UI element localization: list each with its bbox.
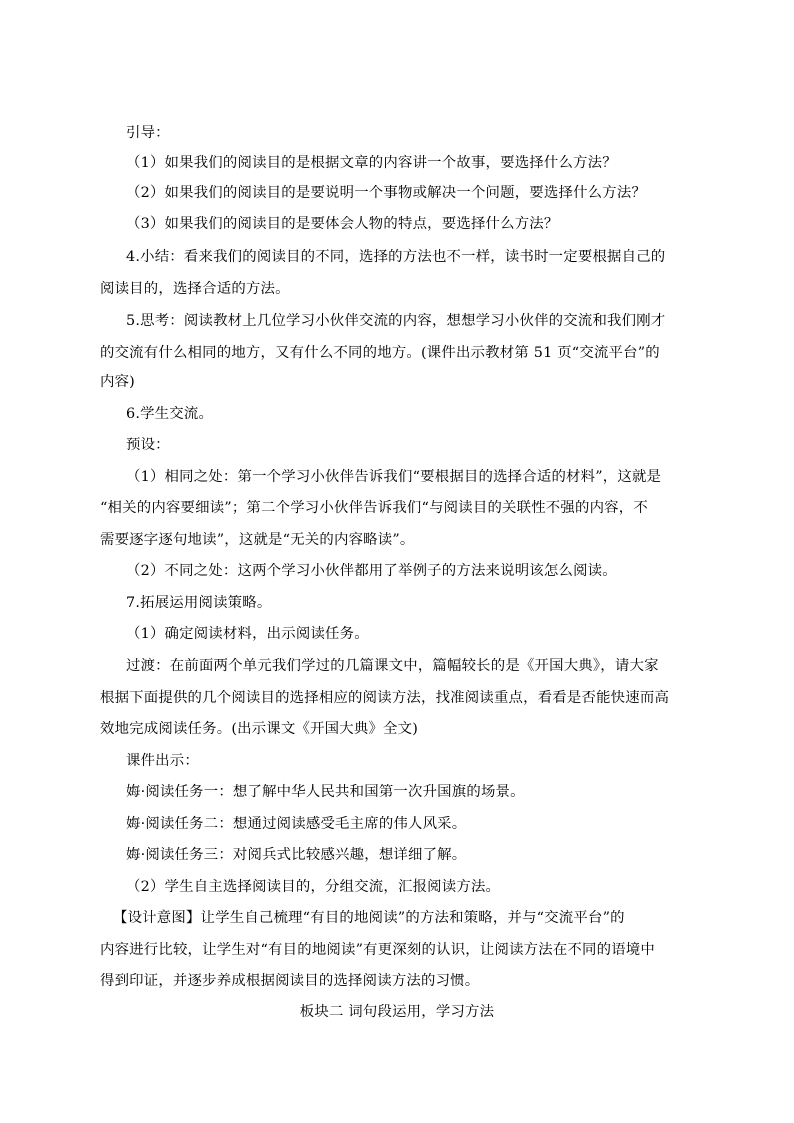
guide-question-3: （3）如果我们的阅读目的是要体会人物的特点，要选择什么方法？ — [126, 216, 559, 232]
similarity-line-3: 需要逐字逐句地读”，这就是“无关的内容略读”。 — [100, 532, 415, 548]
guide-question-1: （1）如果我们的阅读目的是根据文章的内容讲一个故事，要选择什么方法？ — [126, 155, 617, 171]
courseware-label: 课件出示： — [126, 753, 199, 769]
reading-task-2: 娒·阅读任务二：想通过阅读感受毛主席的伟人风采。 — [126, 816, 467, 832]
difference-line: （2）不同之处：这两个学习小伙伴都用了举例子的方法来说明该怎么阅读。 — [126, 563, 617, 579]
similarity-line-1: （1）相同之处：第一个学习小伙伴告诉我们“要根据目的选择合适的材料”，这就是 — [126, 469, 662, 485]
reading-task-3: 娒·阅读任务三：对阅兵式比较感兴趣，想详细了解。 — [126, 847, 467, 863]
similarity-line-2: “相关的内容要细读”；第二个学习小伙伴告诉我们“与阅读目的关联性不强的内容，不 — [100, 500, 648, 516]
transition-line-3: 效地完成阅读任务。(出示课文《开国大典》全文) — [100, 721, 419, 737]
confirm-material: （1）确定阅读材料，出示阅读任务。 — [126, 626, 369, 642]
think-line-2: 的交流有什么相同的地方，又有什么不同的地方。(课件出示教材第 51 页“交流平台”的 — [100, 345, 660, 361]
reading-task-1: 娒·阅读任务一：想了解中华人民共和国第一次升国旗的场景。 — [126, 784, 525, 800]
transition-line-2: 根据下面提供的几个阅读目的选择相应的阅读方法，找准阅读重点，看看是否能快速而高 — [100, 690, 670, 706]
design-intent-line-3: 得到印证，并逐步养成根据阅读目的选择阅读方法的习惯。 — [100, 973, 480, 989]
extend-strategy: 7.拓展运用阅读策略。 — [126, 595, 272, 611]
student-exchange: 6.学生交流。 — [126, 406, 214, 422]
summary-line-2: 阅读目的，选择合适的方法。 — [100, 281, 290, 297]
section-heading: 板块二 词句段运用，学习方法 — [299, 1004, 495, 1020]
group-exchange: （2）学生自主选择阅读目的，分组交流，汇报阅读方法。 — [126, 879, 501, 895]
guide-question-2: （2）如果我们的阅读目的是要说明一个事物或解决一个问题，要选择什么方法？ — [126, 185, 647, 201]
think-line-1: 5.思考：阅读教材上几位学习小伙伴交流的内容，想想学习小伙伴的交流和我们刚才 — [126, 313, 666, 329]
design-intent-line-1: 【设计意图】让学生自己梳理“有目的地阅读”的方法和策略，并与“交流平台”的 — [113, 910, 625, 926]
design-intent-line-2: 内容进行比较，让学生对“有目的地阅读”有更深刻的认识，让阅读方法在不同的语境中 — [100, 942, 655, 958]
guide-label: 引导： — [126, 125, 170, 141]
summary-line-1: 4.小结：看来我们的阅读目的不同，选择的方法也不一样，读书时一定要根据自己的 — [126, 249, 666, 265]
preset-label: 预设： — [126, 437, 170, 453]
transition-line-1: 过渡：在前面两个单元我们学过的几篇课文中，篇幅较长的是《开国大典》，请大家 — [126, 658, 659, 674]
think-line-3: 内容) — [100, 374, 135, 390]
